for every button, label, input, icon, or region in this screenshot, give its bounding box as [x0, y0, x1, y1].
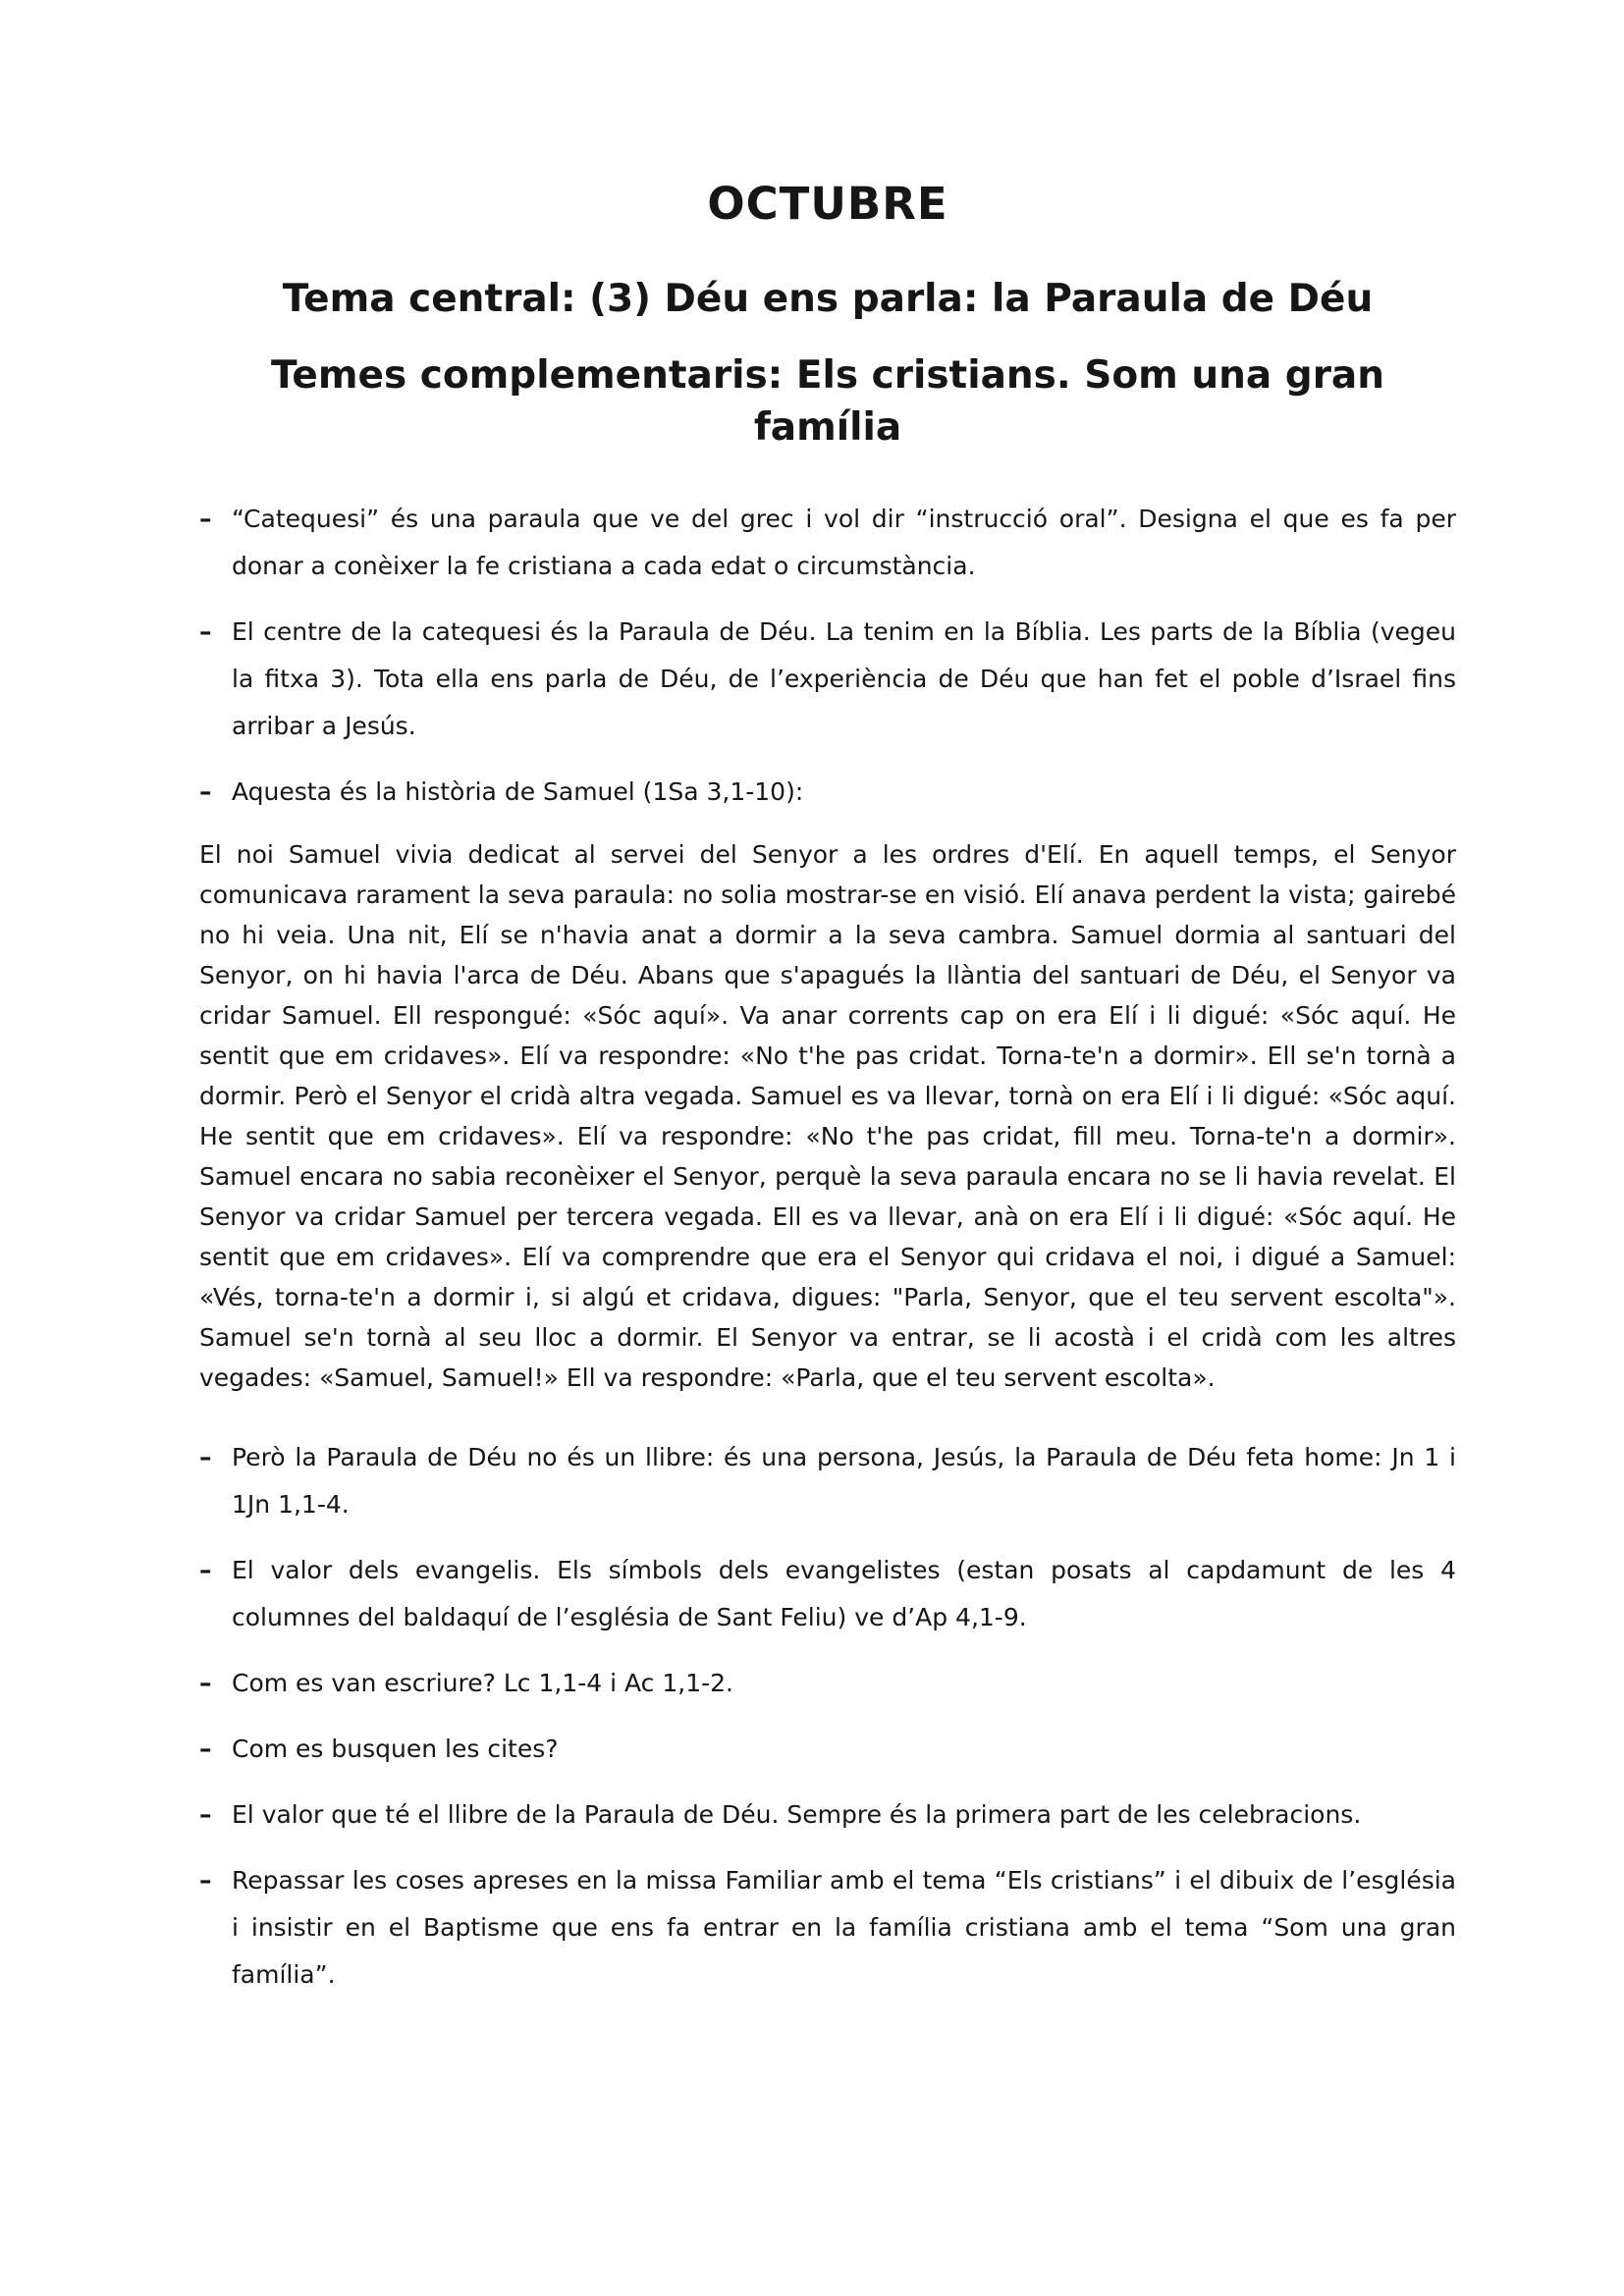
bullet-item — [199, 1857, 1456, 1999]
bullet-item — [199, 609, 1456, 750]
scripture-paragraph-samuel: El noi Samuel vivia dedicat al servei del Senyor a les ordres d'Elí. En aquell temps, el Senyor comunicava rarament la seva paraula: no solia mostrar-se en visió. Elí anava perdent la vista; gairebé no hi veia. Una nit, Elí se n'havia anat a dormir a la seva cambra. Samuel dormia al santuari del Senyor, on hi havia l'arca de Déu. Abans que s'apagués la llàntia del santuari de Déu, el Senyor va cridar Samuel. Ell respongué: «Sóc aquí». Va anar corrents cap on era Elí i li digué: «Sóc aquí. He sentit que em cridaves». Elí va respondre: «No t'he pas cridat. Torna-te'n a dormir». Ell se'n tornà a dormir. Però el Senyor el cridà altra vegada. Samuel es va llevar, tornà on era Elí i li digué: «Sóc aquí. He sentit que em cridaves». Elí va respondre: «No t'he pas cridat, fill meu. Torna-te'n a dormir». Samuel encara no sabia reconèixer el Senyor, perquè la seva paraula encara no se li havia revelat. El Senyor va cridar Samuel per tercera vegada. Ell es va llevar, anà on era Elí i li digué: «Sóc aquí. He sentit que em cridaves». Elí va comprendre que era el Senyor qui cridava el noi, i digué a Samuel: «Vés, torna-te'n a dormir i, si algú et cridava, digues: "Parla, Senyor, que el teu servent escolta"». Samuel se'n tornà al seu lloc a dormir. El Senyor va entrar, se li acostà i el cridà com les altres vegades: «Samuel, Samuel!» Ell va respondre: «Parla, que el teu servent escolta». — [199, 839, 1456, 1392]
bullet-text: Com es busquen les cites? — [232, 1734, 559, 1763]
bullet-dash-marker: – — [199, 1865, 212, 1895]
bullet-item — [199, 769, 1456, 816]
bullet-text: Com es van escriure? Lc 1,1-4 i Ac 1,1-2. — [232, 1668, 733, 1697]
bullet-dash-marker: – — [199, 504, 212, 533]
page-title: OCTUBRE — [707, 178, 948, 230]
bullet-item — [199, 1547, 1456, 1641]
bullet-text: Aquesta és la història de Samuel (1Sa 3,1-10): — [232, 776, 804, 806]
bullet-item — [199, 1791, 1456, 1839]
bullet-item — [199, 496, 1456, 590]
bullet-dash-marker: – — [199, 1442, 212, 1471]
discussion-bullet-list — [199, 1434, 1456, 1999]
bullet-item — [199, 1726, 1456, 1773]
bullet-dash-marker: – — [199, 776, 212, 806]
bullet-dash-marker: – — [199, 1734, 212, 1763]
bullet-text: El centre de la catequesi és la Paraula de Déu. La tenim en la Bíblia. Les parts de la Bíblia (vegeu la fitxa 3). Tota ella ens parla de Déu, de l’experiència de Déu que han fet el poble d’Israel fins arribar a Jesús. — [232, 616, 1456, 740]
bullet-dash-marker: – — [199, 1668, 212, 1697]
bullet-dash-marker: – — [199, 616, 212, 646]
bullet-text: El valor dels evangelis. Els símbols dels evangelistes (estan posats al capdamunt de les 4 columnes del baldaquí de l’església de Sant Feliu) ve d’Ap 4,1-9. — [232, 1555, 1456, 1631]
bullet-text: El valor que té el llibre de la Paraula de Déu. Sempre és la primera part de les celebracions. — [232, 1799, 1362, 1829]
bullet-item — [199, 1660, 1456, 1707]
bullet-text: “Catequesi” és una paraula que ve del grec i vol dir “instrucció oral”. Designa el que es fa per donar a conèixer la fe cristiana a cada edat o circumstància. — [232, 504, 1456, 580]
bullet-text: Però la Paraula de Déu no és un llibre: és una persona, Jesús, la Paraula de Déu feta home: Jn 1 i 1Jn 1,1-4. — [232, 1442, 1456, 1519]
intro-bullet-list — [199, 496, 1456, 816]
bullet-dash-marker: – — [199, 1799, 212, 1829]
subtitle-complementary-themes: Temes complementaris: Els cristians. Som una gran família — [270, 353, 1385, 451]
subtitle-central-theme: Tema central: (3) Déu ens parla: la Paraula de Déu — [282, 276, 1374, 321]
bullet-dash-marker: – — [199, 1555, 212, 1584]
bullet-item — [199, 1434, 1456, 1528]
bullet-text: Repassar les coses apreses en la missa Familiar amb el tema “Els cristians” i el dibuix de l’església i insistir en el Baptisme que ens fa entrar en la família cristiana amb el tema “Som una gran família”. — [232, 1865, 1456, 1989]
